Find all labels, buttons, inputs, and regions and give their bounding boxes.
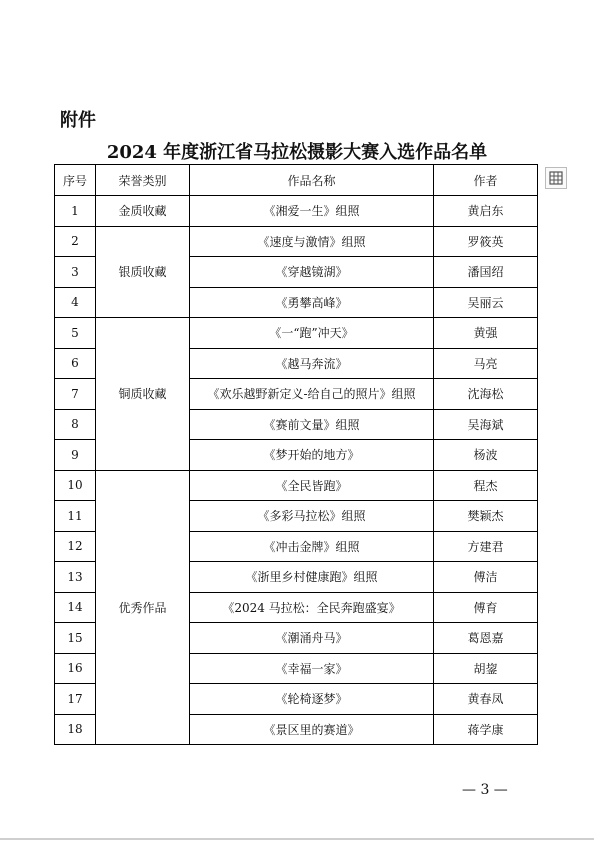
row-work-title: 《全民皆跑》 (190, 470, 434, 501)
row-author: 黄强 (434, 318, 538, 349)
row-number: 16 (55, 653, 96, 684)
row-number: 8 (55, 409, 96, 440)
row-author: 沈海松 (434, 379, 538, 410)
row-work-title: 《欢乐越野新定义-给自己的照片》组照 (190, 379, 434, 410)
row-number: 17 (55, 684, 96, 715)
row-number: 12 (55, 531, 96, 562)
row-author: 吴丽云 (434, 287, 538, 318)
row-work-title: 《穿越镜湖》 (190, 257, 434, 288)
row-number: 4 (55, 287, 96, 318)
row-number: 6 (55, 348, 96, 379)
row-category: 银质收藏 (96, 226, 190, 318)
row-category: 优秀作品 (96, 470, 190, 745)
row-number: 3 (55, 257, 96, 288)
row-number: 18 (55, 714, 96, 745)
row-author: 杨波 (434, 440, 538, 471)
row-work-title: 《轮椅逐梦》 (190, 684, 434, 715)
row-work-title: 《潮涌舟马》 (190, 623, 434, 654)
row-author: 黄春凤 (434, 684, 538, 715)
row-number: 10 (55, 470, 96, 501)
row-number: 9 (55, 440, 96, 471)
page-number: — 3 — (462, 782, 508, 798)
row-work-title: 《2024 马拉松：全民奔跑盛宴》 (190, 592, 434, 623)
table-row (55, 318, 538, 349)
row-author: 罗筱英 (434, 226, 538, 257)
table-row (55, 226, 538, 257)
row-author: 葛恩嘉 (434, 623, 538, 654)
page-bottom-divider (0, 838, 594, 840)
table-row (55, 196, 538, 227)
table-row (55, 470, 538, 501)
row-number: 2 (55, 226, 96, 257)
row-work-title: 《一“跑”冲天》 (190, 318, 434, 349)
row-author: 马亮 (434, 348, 538, 379)
row-author: 程杰 (434, 470, 538, 501)
row-author: 方建君 (434, 531, 538, 562)
page-title: 2024 年度浙江省马拉松摄影大赛入选作品名单 (106, 142, 488, 163)
row-category: 金质收藏 (96, 196, 190, 227)
header-number: 序号 (55, 165, 96, 196)
row-number: 7 (55, 379, 96, 410)
table-header-row (55, 165, 538, 196)
row-work-title: 《幸福一家》 (190, 653, 434, 684)
attachment-label: 附件 (60, 110, 96, 131)
row-number: 11 (55, 501, 96, 532)
row-work-title: 《速度与激情》组照 (190, 226, 434, 257)
row-work-title: 《湘爱一生》组照 (190, 196, 434, 227)
row-work-title: 《梦开始的地方》 (190, 440, 434, 471)
row-number: 13 (55, 562, 96, 593)
row-author: 樊颖杰 (434, 501, 538, 532)
row-author: 蒋学康 (434, 714, 538, 745)
row-author: 傅育 (434, 592, 538, 623)
row-work-title: 《多彩马拉松》组照 (190, 501, 434, 532)
row-work-title: 《景区里的赛道》 (190, 714, 434, 745)
table-grid-icon[interactable] (545, 167, 567, 189)
row-author: 吴海斌 (434, 409, 538, 440)
row-work-title: 《勇攀高峰》 (190, 287, 434, 318)
row-work-title: 《冲击金牌》组照 (190, 531, 434, 562)
row-number: 5 (55, 318, 96, 349)
row-work-title: 《浙里乡村健康跑》组照 (190, 562, 434, 593)
row-work-title: 《赛前文量》组照 (190, 409, 434, 440)
row-author: 潘国绍 (434, 257, 538, 288)
row-author: 傅洁 (434, 562, 538, 593)
header-work-title: 作品名称 (190, 165, 434, 196)
header-category: 荣誉类别 (96, 165, 190, 196)
row-author: 胡鋆 (434, 653, 538, 684)
row-author: 黄启东 (434, 196, 538, 227)
row-work-title: 《越马奔流》 (190, 348, 434, 379)
row-number: 15 (55, 623, 96, 654)
row-category: 铜质收藏 (96, 318, 190, 471)
header-author: 作者 (434, 165, 538, 196)
award-list-table (54, 164, 538, 745)
row-number: 14 (55, 592, 96, 623)
row-number: 1 (55, 196, 96, 227)
